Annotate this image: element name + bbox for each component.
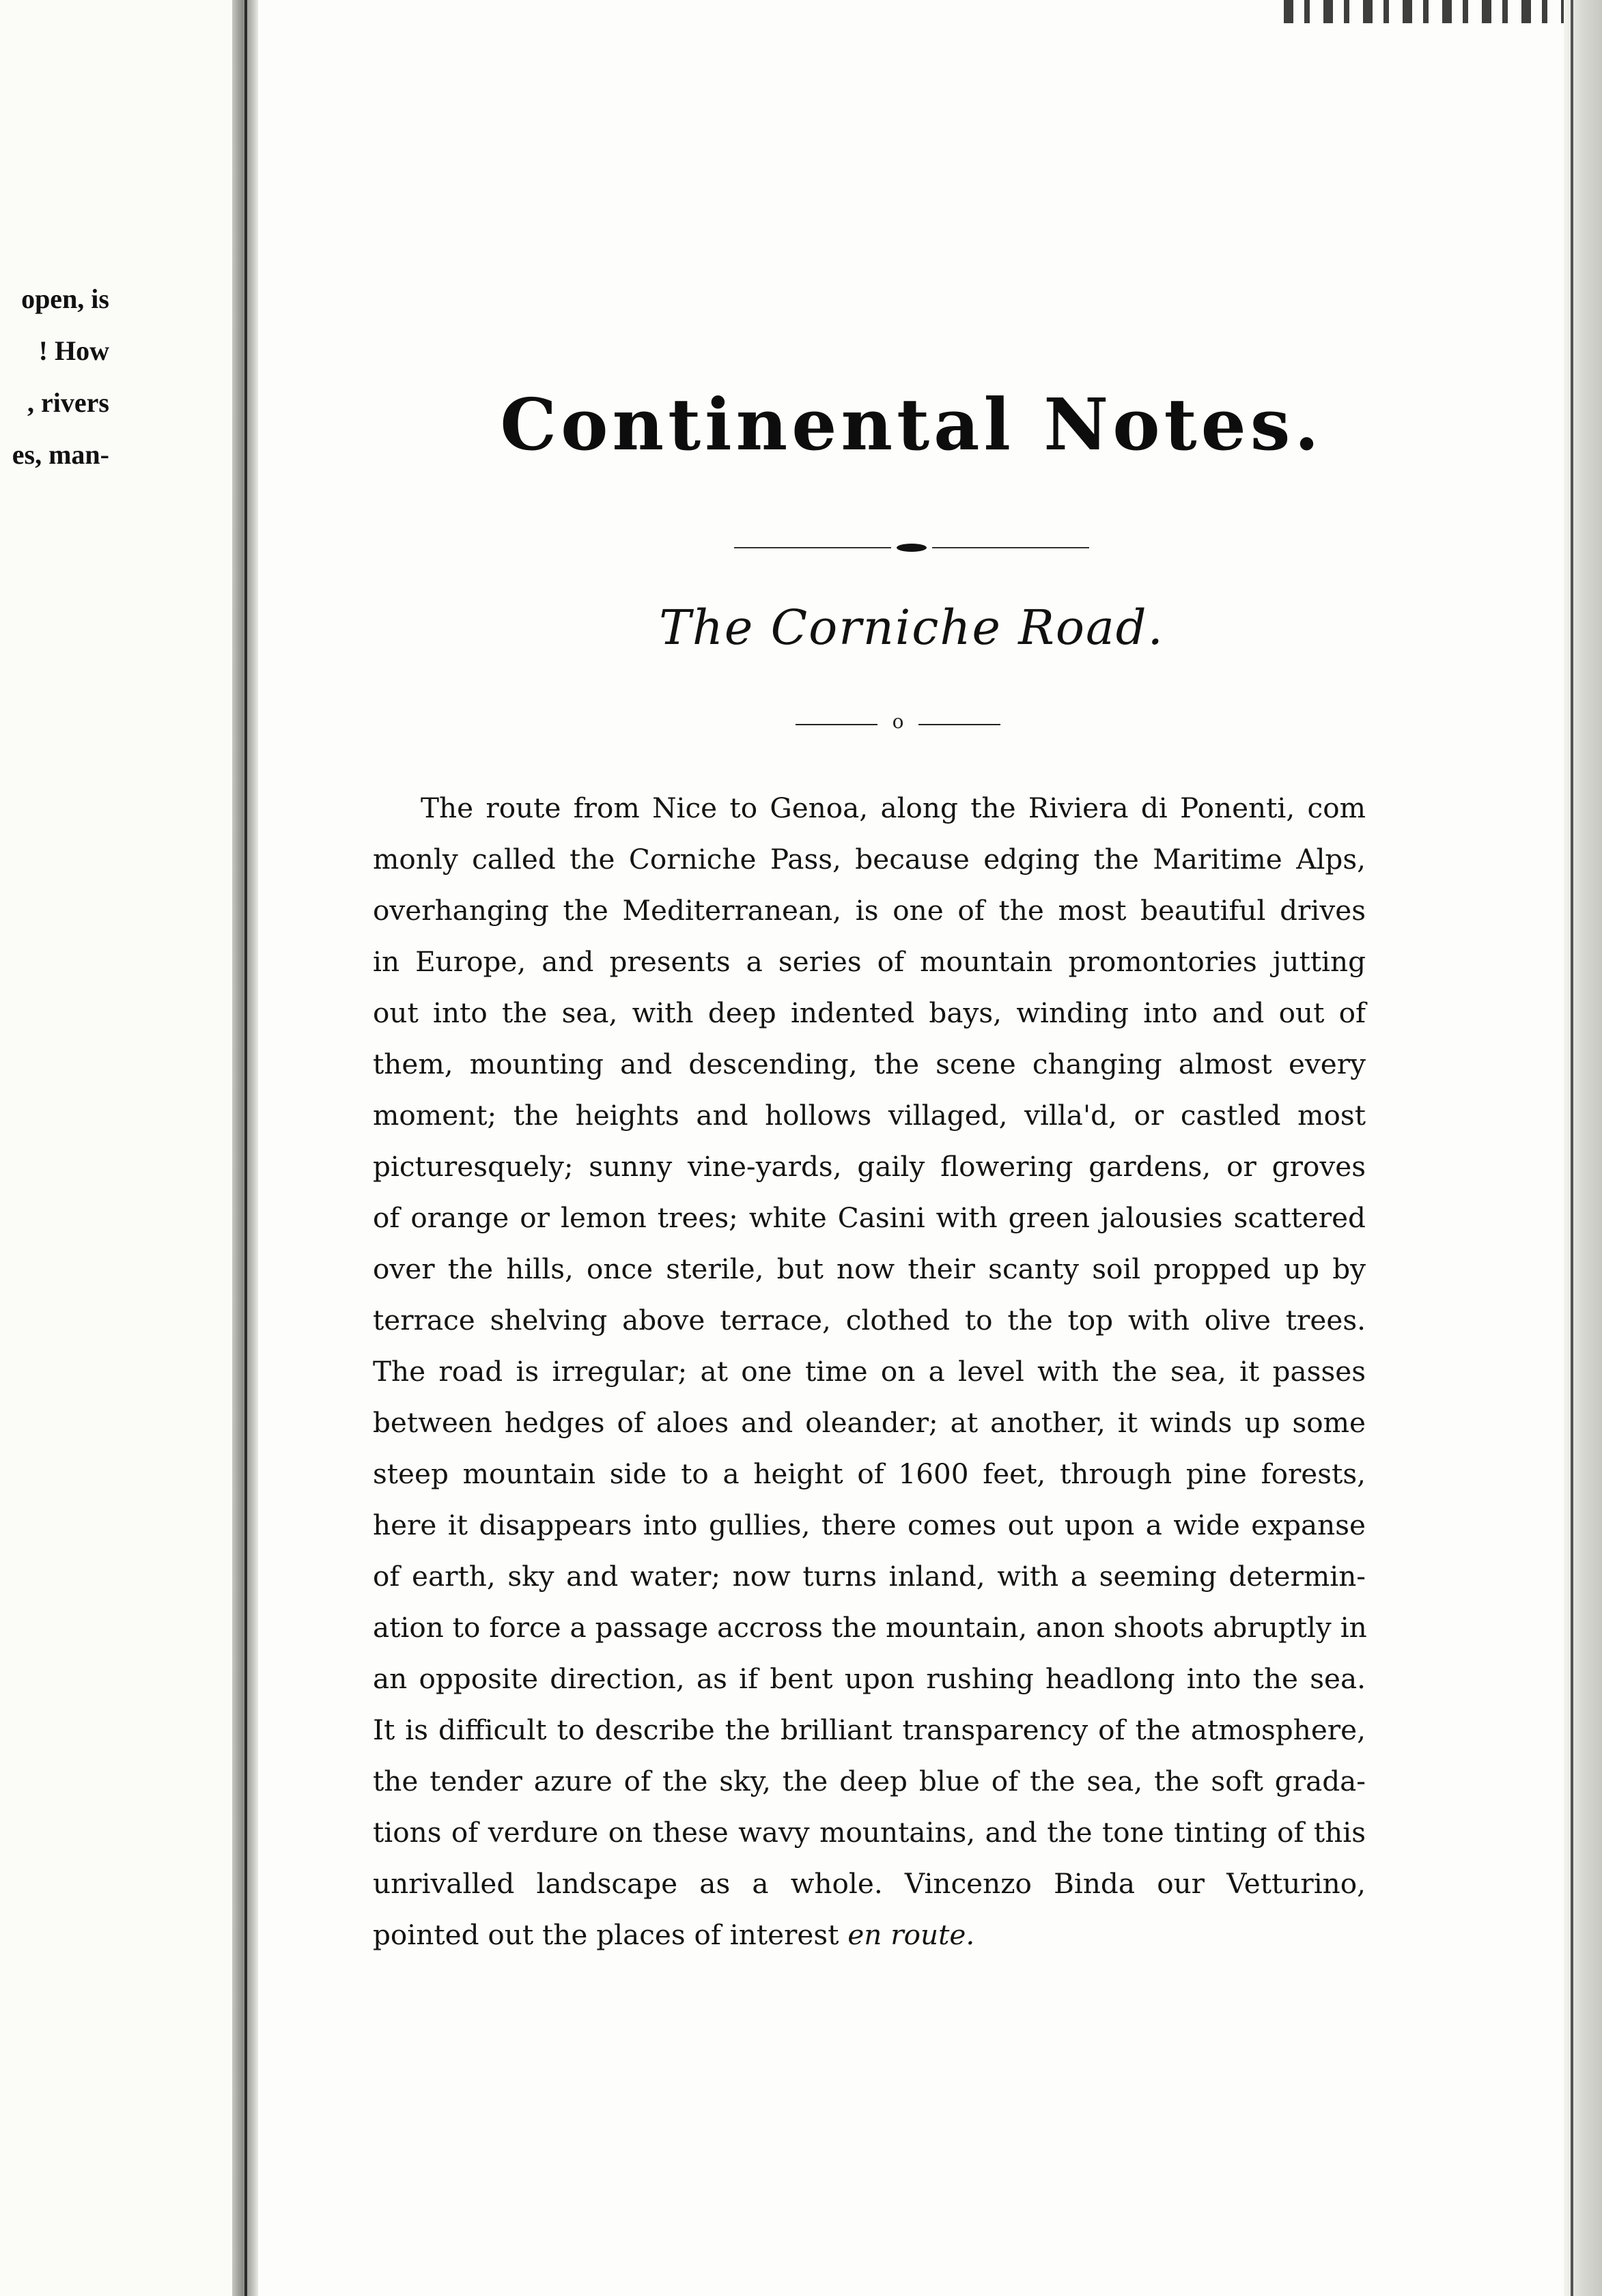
paragraph-line: of orange or lemon trees; white Casini with green jalousies scattered	[373, 1201, 1366, 1234]
facing-page	[0, 0, 232, 2296]
last-line-text: pointed out the places of interest	[373, 1918, 848, 1951]
paragraph-line: picturesquely; sunny vine-yards, gaily flowering gardens, or groves	[373, 1150, 1366, 1183]
section-divider	[796, 710, 1000, 733]
ornament-rule-left	[734, 547, 891, 548]
paragraph-line: between hedges of aloes and oleander; at another, it winds up some	[373, 1406, 1366, 1439]
paragraph-line: in Europe, and presents a series of mountain promontories jutting	[373, 945, 1366, 978]
paragraph-line: them, mounting and descending, the scene changing almost every	[373, 1048, 1366, 1080]
divider-mark: o	[892, 710, 904, 733]
paragraph-line: The route from Nice to Genoa, along the Riviera di Ponenti, com	[421, 792, 1366, 824]
facing-page-line: es, man-	[12, 439, 109, 470]
paragraph-line: steep mountain side to a height of 1600 feet, through pine forests,	[373, 1457, 1366, 1490]
facing-page-line: ! How	[38, 335, 109, 366]
ornament-dot	[897, 544, 927, 552]
paragraph-line: monly called the Corniche Pass, because edging the Maritime Alps,	[373, 843, 1366, 876]
paragraph-line: overhanging the Mediterranean, is one of the most beautiful drives	[373, 894, 1366, 927]
paragraph-line: out into the sea, with deep indented bays, winding into and out of	[373, 996, 1366, 1029]
paragraph-line: terrace shelving above terrace, clothed to the top with olive trees.	[373, 1304, 1366, 1336]
body-paragraph	[373, 783, 1366, 1961]
divider-bar-right	[918, 724, 1000, 725]
paragraph-line: It is difficult to describe the brilliant transparency of the atmosphere,	[373, 1713, 1366, 1746]
paragraph-line: the tender azure of the sky, the deep blue of the sea, the soft grada-	[373, 1765, 1366, 1797]
section-title: The Corniche Road.	[659, 600, 1164, 656]
page-heading: Continental Notes.	[500, 382, 1323, 466]
divider-bar-left	[796, 724, 877, 725]
gutter-line	[244, 0, 247, 2296]
page-edge	[1564, 0, 1602, 2296]
facing-page-line: , rivers	[27, 387, 109, 418]
page-edge-line	[1571, 0, 1573, 2296]
facing-page-line: open, is	[21, 283, 109, 314]
paragraph-line: an opposite direction, as if bent upon rushing headlong into the sea.	[373, 1662, 1366, 1695]
facing-page-text	[0, 273, 109, 481]
paragraph-last-line	[373, 1909, 1366, 1961]
last-line-italic: en route.	[847, 1918, 975, 1951]
paragraph-line: unrivalled landscape as a whole. Vincenzo Binda our Vetturino,	[373, 1867, 1366, 1900]
paragraph-line: tions of verdure on these wavy mountains, and the tone tinting of this	[373, 1816, 1366, 1849]
paragraph-line: here it disappears into gullies, there comes out upon a wide expanse	[373, 1509, 1366, 1541]
ornament-rule-right	[932, 547, 1089, 548]
main-page	[259, 0, 1564, 2296]
paragraph-line: of earth, sky and water; now turns inland, with a seeming determin-	[373, 1560, 1366, 1593]
paragraph-line: over the hills, once sterile, but now their scanty soil propped up by	[373, 1252, 1366, 1285]
paragraph-line: The road is irregular; at one time on a level with the sea, it passes	[373, 1355, 1366, 1388]
paragraph-line: ation to force a passage accross the mountain, anon shoots abruptly in	[373, 1611, 1367, 1644]
ornament-rule	[734, 544, 1089, 552]
paragraph-line: moment; the heights and hollows villaged, villa'd, or castled most	[373, 1099, 1366, 1132]
